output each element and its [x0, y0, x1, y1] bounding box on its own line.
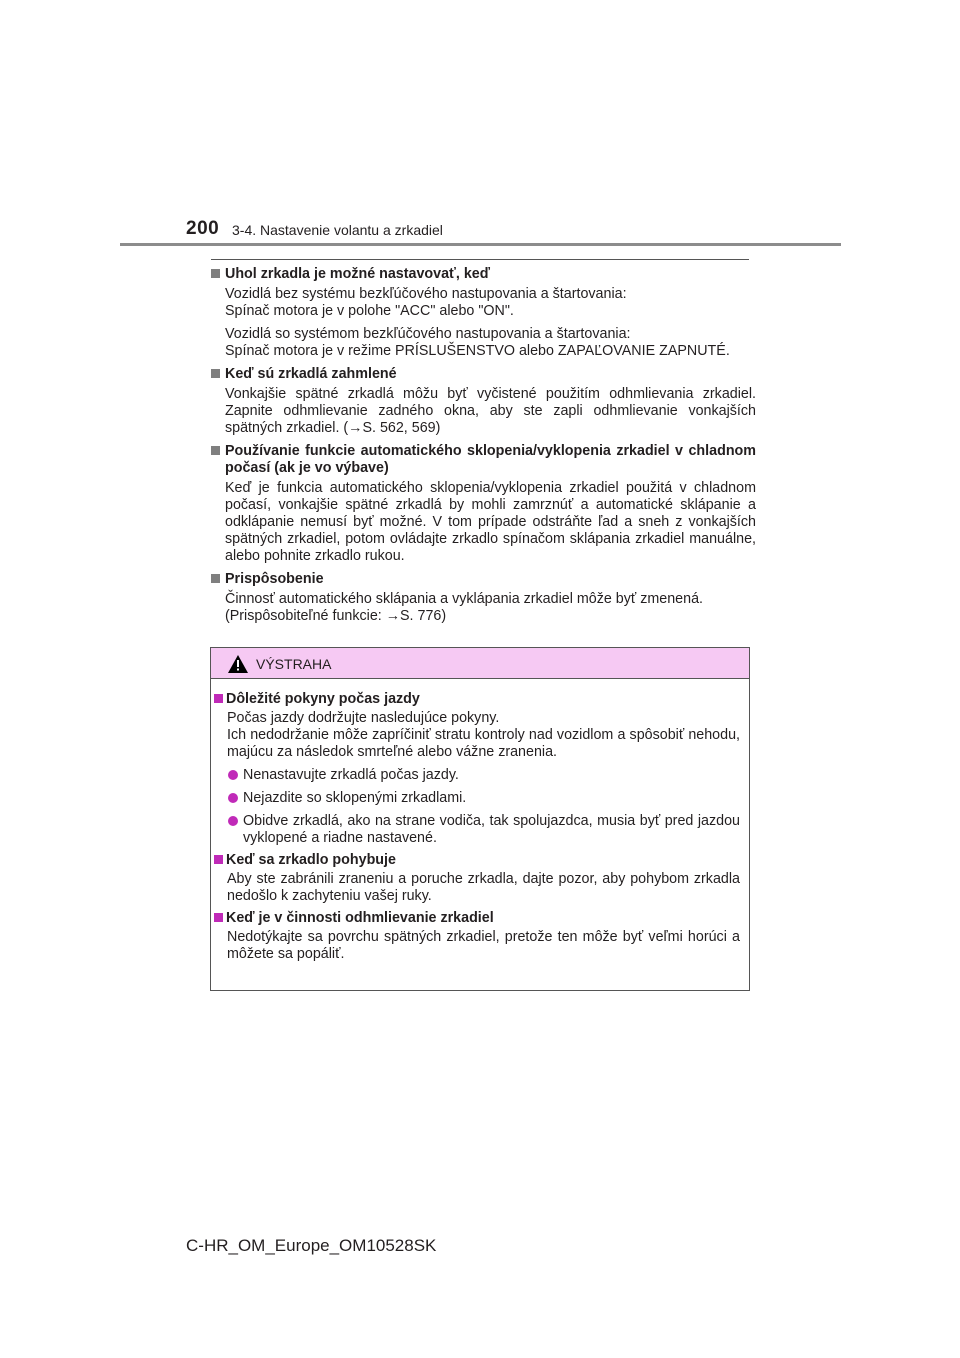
square-bullet-icon [211, 574, 220, 583]
section-mirror-angle [211, 266, 756, 360]
warning-item-title: Dôležité pokyny počas jazdy [226, 691, 420, 707]
square-bullet-icon [211, 369, 220, 378]
warning-body [211, 691, 744, 963]
header-divider [120, 243, 841, 246]
round-bullet-icon [228, 770, 238, 780]
warning-item-text: Nedotýkajte sa povrchu spätných zrkadiel, pretože ten môže byť veľmi horúci a môžete sa popáliť. [227, 929, 740, 962]
section-paragraph: Vonkajšie spätné zrkadlá môžu byť vyčistené použitím odhmlievania zrkadiel. Zapnite odhmlievanie zadného okna, aby ste zapli odhmlievanie vonkajších spätných zrkadiel. (→S. 562, 569) [225, 386, 756, 436]
square-bullet-icon [214, 855, 223, 864]
warning-title: VÝSTRAHA [256, 656, 332, 672]
chapter-title: 3-4. Nastavenie volantu a zrkadiel [232, 222, 443, 238]
section-mirror-fog [211, 366, 756, 437]
warning-item-title: Keď je v činnosti odhmlievanie zrkadiel [226, 910, 494, 926]
section-customization [211, 571, 756, 625]
square-bullet-icon [214, 913, 223, 922]
warning-triangle-icon [228, 655, 248, 673]
warning-box [210, 647, 750, 991]
list-item: Nejazdite so sklopenými zrkadlami. [211, 790, 744, 807]
section-paragraph: Keď je funkcia automatického sklopenia/vyklopenia zrkadiel použitá v chladnom počasí, vonkajšie spätné zrkadlá by mohli zamrznúť a automatické sklápanie a odklápanie nemusí byť možné. V tom prípade odstráňte ľad a sneh z vonkajších spätných zrkadiel, potom ovládajte zrkadlo spínačom sklápania zrkadiel manuálne, alebo pohnite zrkadlo rukou. [225, 480, 756, 564]
section-paragraph: Vozidlá so systémom bezkľúčového nastupovania a štartovania: Spínač motora je v režime PRÍSLUŠENSTVO alebo ZAPAĽOVANIE ZAPNUTÉ. [225, 326, 730, 359]
list-item: Obidve zrkadlá, ako na strane vodiča, tak spolujazdca, musia byť pred jazdou vyklopené a riadne nastavené. [211, 813, 744, 847]
section-paragraph: Činnosť automatického sklápania a vyklápania zrkadiel môže byť zmenená. (Prispôsobiteľné funkcie: →S. 776) [225, 591, 704, 624]
square-bullet-icon [211, 269, 220, 278]
warning-item-text: Aby ste zabránili zraneniu a poruche zrkadla, dajte pozor, aby pohybom zrkadla nedošlo k zachyteniu vašej ruky. [227, 871, 740, 904]
section-title: Keď sú zrkadlá zahmlené [225, 366, 397, 382]
warning-item-text: Počas jazdy dodržujte nasledujúce pokyny. Ich nedodržanie môže zapríčiniť stratu kontroly nad vozidlom a spôsobiť nehodu, majúcu za následok smrteľné alebo vážne zranenia. [227, 710, 740, 760]
main-content [211, 266, 756, 631]
warning-header [211, 648, 749, 679]
content-divider [211, 259, 749, 260]
square-bullet-icon [211, 446, 220, 455]
list-item: Nenastavujte zrkadlá počas jazdy. [211, 767, 744, 784]
section-paragraph: Vozidlá bez systému bezkľúčového nastupovania a štartovania: Spínač motora je v polohe "ACC" alebo "ON". [225, 286, 627, 319]
section-title: Používanie funkcie automatického sklopenia/vyklopenia zrkadiel v chladnom počasí (ak je vo výbave) [225, 443, 756, 476]
round-bullet-icon [228, 816, 238, 826]
document-code: C-HR_OM_Europe_OM10528SK [186, 1236, 437, 1255]
round-bullet-icon [228, 793, 238, 803]
page-number: 200 [186, 218, 220, 239]
section-title: Uhol zrkadla je možné nastavovať, keď [225, 266, 491, 282]
warning-item-title: Keď sa zrkadlo pohybuje [226, 852, 396, 868]
section-title: Prispôsobenie [225, 571, 324, 587]
square-bullet-icon [214, 694, 223, 703]
section-cold-weather [211, 443, 756, 565]
